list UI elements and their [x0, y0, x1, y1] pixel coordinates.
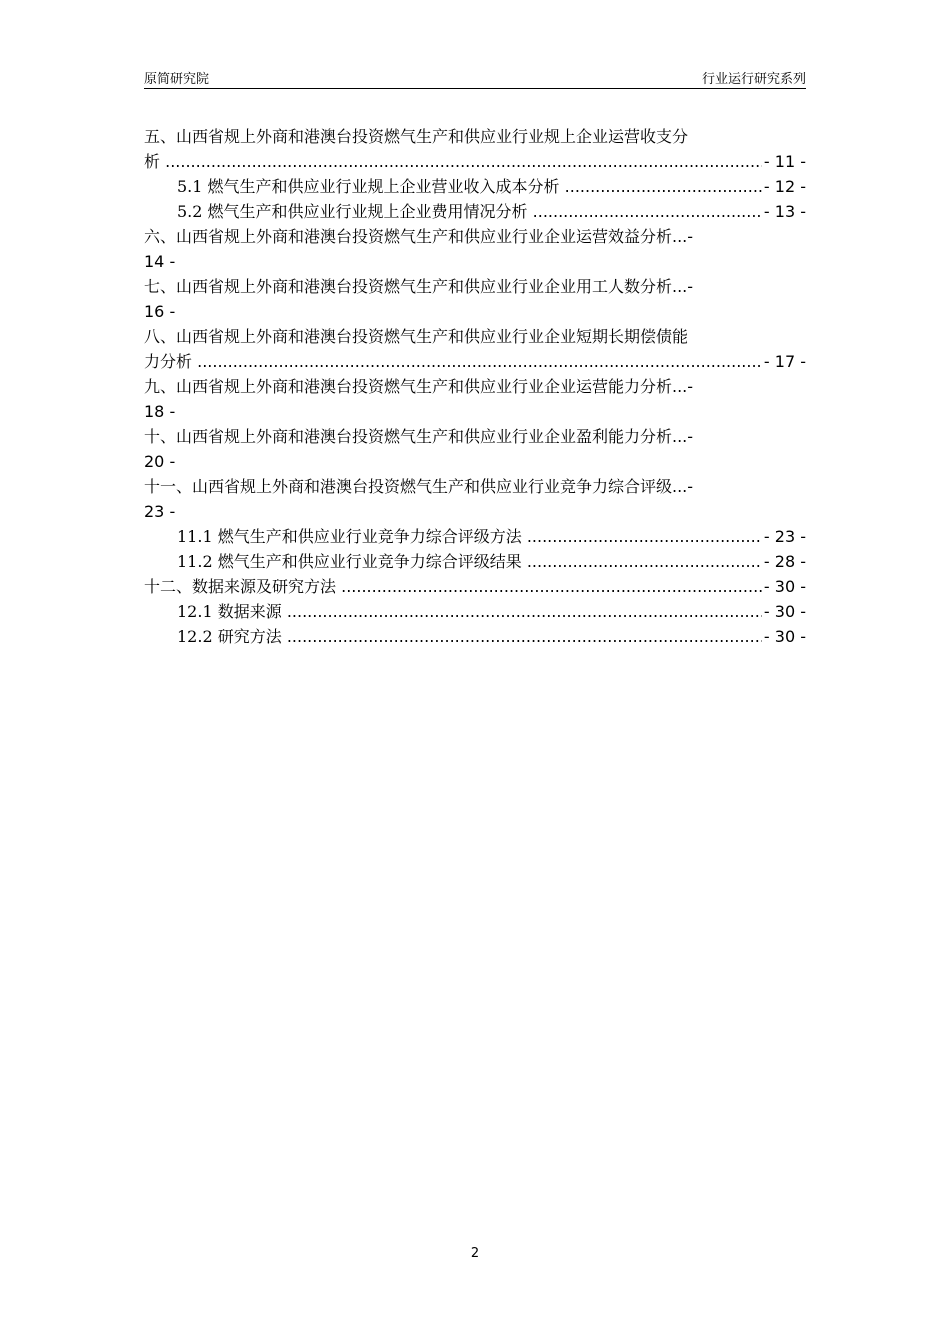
- toc-entry[interactable]: [144, 424, 806, 449]
- toc-entry-continuation[interactable]: [144, 299, 806, 324]
- toc-page-number: - 23 -: [763, 527, 806, 546]
- toc-subentry[interactable]: [144, 524, 806, 549]
- toc-page-number: 20 -: [144, 452, 176, 471]
- page-header: [144, 66, 806, 89]
- toc-entry-title: 八、山西省规上外商和港澳台投资燃气生产和供应业行业企业短期长期偿债能: [144, 327, 689, 346]
- table-of-contents: [144, 124, 806, 649]
- header-series: 行业运行研究系列: [701, 72, 806, 87]
- toc-page-number: - 30 -: [763, 602, 806, 621]
- toc-page-number: 16 -: [144, 302, 176, 321]
- toc-subentry-title: 数据来源: [217, 602, 282, 621]
- toc-entry[interactable]: [144, 224, 806, 249]
- toc-entry-title: 五、山西省规上外商和港澳台投资燃气生产和供应业行业规上企业运营收支分: [144, 127, 689, 146]
- toc-entry-title-cont: 析: [144, 152, 161, 171]
- toc-page-number: - 30 -: [763, 627, 806, 646]
- toc-entry-continuation[interactable]: [144, 149, 806, 174]
- toc-entry[interactable]: [144, 374, 806, 399]
- toc-entry-continuation[interactable]: [144, 499, 806, 524]
- toc-entry[interactable]: [144, 124, 806, 149]
- toc-entry-continuation[interactable]: [144, 249, 806, 274]
- toc-entry-title: 十二、数据来源及研究方法: [144, 577, 337, 596]
- toc-subentry-number: 5.1: [177, 177, 203, 196]
- toc-page-number: 23 -: [144, 502, 176, 521]
- toc-subentry-title: 燃气生产和供应业行业竞争力综合评级方法: [217, 527, 522, 546]
- toc-page-number: - 30 -: [763, 577, 806, 596]
- toc-subentry-number: 11.2: [177, 552, 213, 571]
- toc-entry-continuation[interactable]: [144, 399, 806, 424]
- toc-subentry[interactable]: [144, 174, 806, 199]
- toc-entry-continuation[interactable]: [144, 349, 806, 374]
- toc-subentry-number: 12.1: [177, 602, 213, 621]
- toc-entry-title-cont: 力分析: [144, 352, 193, 371]
- toc-page-number: - 13 -: [763, 202, 806, 221]
- toc-entry[interactable]: [144, 274, 806, 299]
- toc-subentry-number: 5.2: [177, 202, 203, 221]
- header-publisher: 原简研究院: [144, 72, 210, 87]
- toc-subentry-number: 11.1: [177, 527, 213, 546]
- toc-subentry-title: 燃气生产和供应业行业竞争力综合评级结果: [217, 552, 522, 571]
- toc-page-number: 14 -: [144, 252, 176, 271]
- toc-page-number: - 28 -: [763, 552, 806, 571]
- toc-entry-title: 七、山西省规上外商和港澳台投资燃气生产和供应业行业企业用工人数分析...-: [144, 277, 694, 296]
- toc-entry-title: 九、山西省规上外商和港澳台投资燃气生产和供应业行业企业运营能力分析...-: [144, 377, 694, 396]
- toc-entry-continuation[interactable]: [144, 449, 806, 474]
- toc-entry[interactable]: [144, 574, 806, 599]
- toc-subentry[interactable]: [144, 199, 806, 224]
- toc-subentry-title: 研究方法: [217, 627, 282, 646]
- toc-subentry-number: 12.2: [177, 627, 213, 646]
- toc-entry-title: 十、山西省规上外商和港澳台投资燃气生产和供应业行业企业盈利能力分析...-: [144, 427, 694, 446]
- toc-entry-title: 六、山西省规上外商和港澳台投资燃气生产和供应业行业企业运营效益分析...-: [144, 227, 694, 246]
- toc-subentry-title: 燃气生产和供应业行业规上企业营业收入成本分析: [207, 177, 560, 196]
- toc-page-number: - 11 -: [763, 152, 806, 171]
- toc-subentry[interactable]: [144, 624, 806, 649]
- toc-page-number: - 12 -: [763, 177, 806, 196]
- toc-subentry[interactable]: [144, 599, 806, 624]
- toc-page-number: 18 -: [144, 402, 176, 421]
- toc-subentry[interactable]: [144, 549, 806, 574]
- toc-subentry-title: 燃气生产和供应业行业规上企业费用情况分析: [207, 202, 528, 221]
- toc-entry-title: 十一、山西省规上外商和港澳台投资燃气生产和供应业行业竞争力综合评级...-: [144, 477, 694, 496]
- toc-page-number: - 17 -: [763, 352, 806, 371]
- toc-entry[interactable]: [144, 474, 806, 499]
- toc-entry[interactable]: [144, 324, 806, 349]
- page-number-footer: 2: [470, 1246, 480, 1261]
